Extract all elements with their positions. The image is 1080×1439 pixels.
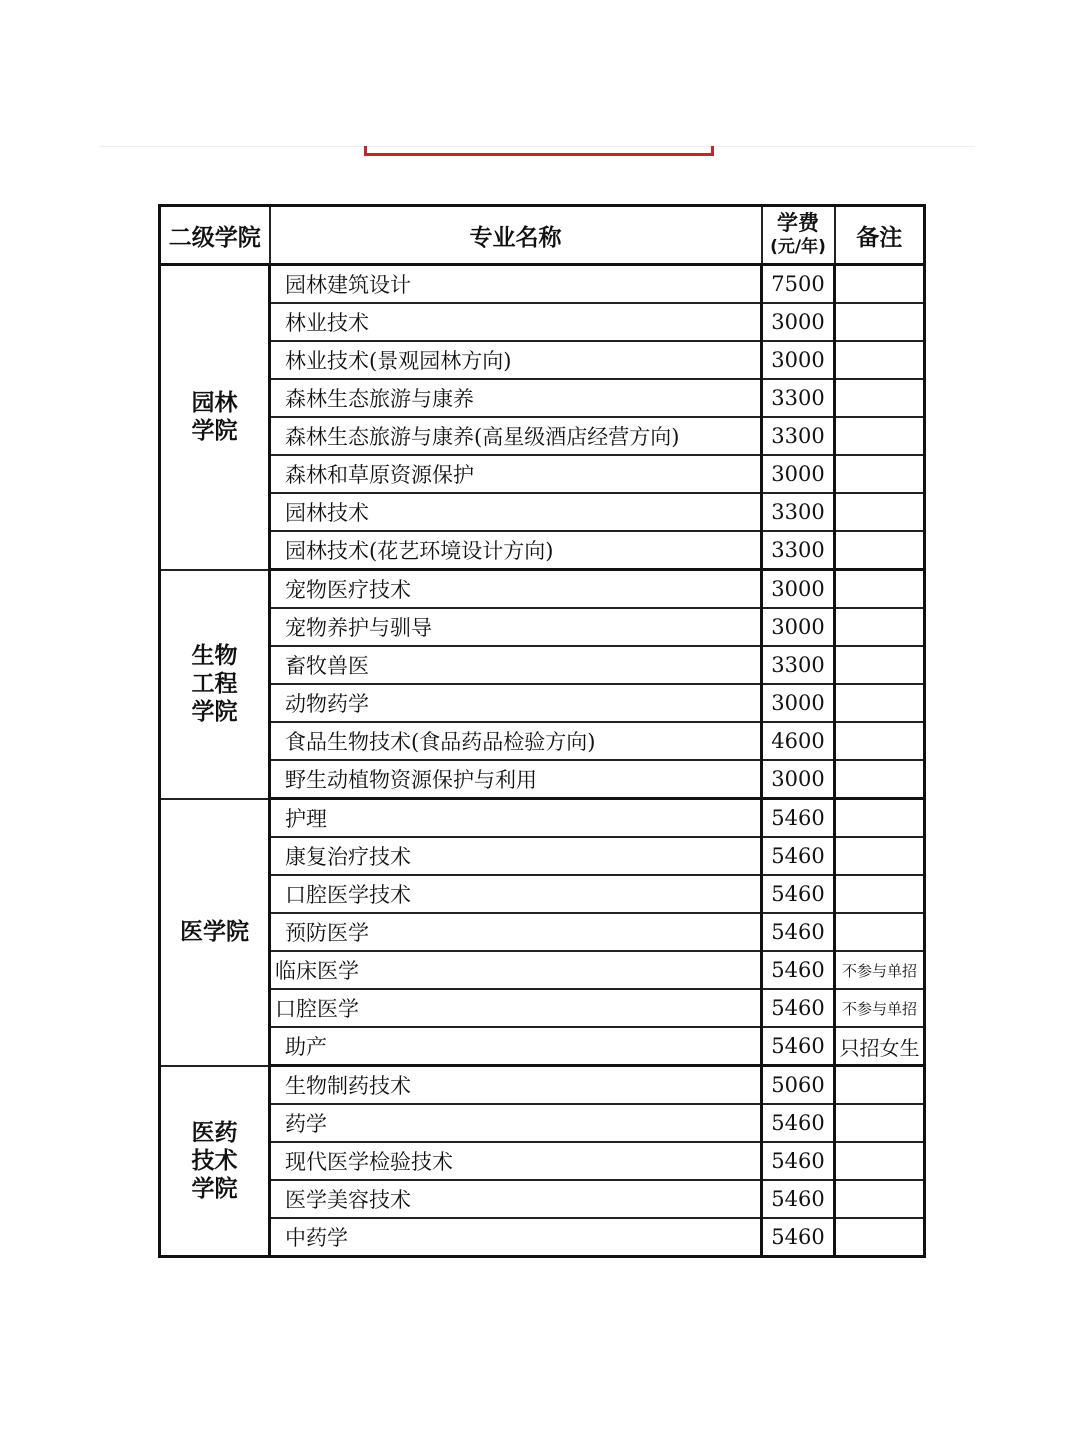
- college-name: [160, 799, 270, 1066]
- table-row: [160, 1180, 925, 1218]
- tuition-fee: 3000: [762, 341, 835, 379]
- tuition-fee: 3300: [762, 379, 835, 417]
- remark: [835, 760, 925, 799]
- major-name: 森林生态旅游与康养: [270, 379, 762, 417]
- remark: [835, 531, 925, 570]
- table-row: [160, 1218, 925, 1257]
- table-row: [160, 799, 925, 838]
- remark: [835, 913, 925, 951]
- table-row: [160, 265, 925, 304]
- tuition-fee: 5460: [762, 875, 835, 913]
- remark: [835, 608, 925, 646]
- major-name: 园林建筑设计: [270, 265, 762, 304]
- header-major: 专业名称: [270, 206, 762, 265]
- remark: [835, 303, 925, 341]
- table-row: [160, 417, 925, 455]
- major-name: 园林技术: [270, 493, 762, 531]
- tuition-fee: 5060: [762, 1066, 835, 1105]
- remark: [835, 493, 925, 531]
- tuition-fee: 3000: [762, 760, 835, 799]
- table-row: [160, 303, 925, 341]
- tuition-fee: 5460: [762, 951, 835, 989]
- remark: [835, 265, 925, 304]
- major-name: 康复治疗技术: [270, 837, 762, 875]
- table-row: [160, 646, 925, 684]
- table-row: [160, 379, 925, 417]
- tuition-fee: 5460: [762, 989, 835, 1027]
- tuition-fee: 5460: [762, 1027, 835, 1066]
- tuition-fee: 5460: [762, 1142, 835, 1180]
- tuition-fee: 3300: [762, 531, 835, 570]
- major-name: 森林和草原资源保护: [270, 455, 762, 493]
- tuition-fee: 3300: [762, 417, 835, 455]
- major-name: 现代医学检验技术: [270, 1142, 762, 1180]
- remark: 只招女生: [835, 1027, 925, 1066]
- tuition-fee: 3000: [762, 455, 835, 493]
- tuition-fee: 3000: [762, 570, 835, 609]
- college-name: [160, 570, 270, 799]
- remark: [835, 837, 925, 875]
- title-frame: [364, 146, 714, 156]
- tuition-fee: 3000: [762, 684, 835, 722]
- remark: [835, 799, 925, 838]
- table-row: [160, 531, 925, 570]
- remark: 不参与单招: [835, 989, 925, 1027]
- tuition-fee: 5460: [762, 1180, 835, 1218]
- college-name: [160, 1066, 270, 1257]
- remark: [835, 417, 925, 455]
- table-row: [160, 913, 925, 951]
- table-row: [160, 455, 925, 493]
- remark: [835, 379, 925, 417]
- tuition-fee: 5460: [762, 837, 835, 875]
- tuition-table: [158, 204, 926, 1258]
- major-name: 畜牧兽医: [270, 646, 762, 684]
- header-note: 备注: [835, 206, 925, 265]
- remark: [835, 570, 925, 609]
- remark: [835, 1142, 925, 1180]
- tuition-fee: 3300: [762, 493, 835, 531]
- header-fee-unit: (元/年): [770, 237, 826, 257]
- header-college: 二级学院: [160, 206, 270, 265]
- table-row: [160, 1066, 925, 1105]
- major-name: 林业技术: [270, 303, 762, 341]
- remark: [835, 1218, 925, 1257]
- major-name: 医学美容技术: [270, 1180, 762, 1218]
- college-name-text: 医药技术学院: [191, 1119, 238, 1202]
- tuition-fee: 3000: [762, 608, 835, 646]
- major-name: 林业技术(景观园林方向): [270, 341, 762, 379]
- tuition-fee: 7500: [762, 265, 835, 304]
- tuition-fee: 3300: [762, 646, 835, 684]
- major-name: 口腔医学: [270, 989, 762, 1027]
- remark: [835, 684, 925, 722]
- major-name: 生物制药技术: [270, 1066, 762, 1105]
- table-row: [160, 837, 925, 875]
- table-row: [160, 608, 925, 646]
- table-row: [160, 951, 925, 989]
- remark: 不参与单招: [835, 951, 925, 989]
- remark: [835, 1180, 925, 1218]
- college-name-text: 医学院: [180, 919, 249, 945]
- remark: [835, 455, 925, 493]
- tuition-fee: 5460: [762, 799, 835, 838]
- table-row: [160, 493, 925, 531]
- tuition-fee: 3000: [762, 303, 835, 341]
- college-name-text: 园林学院: [191, 390, 238, 445]
- remark: [835, 646, 925, 684]
- major-name: 宠物医疗技术: [270, 570, 762, 609]
- table-row: [160, 341, 925, 379]
- table-row: [160, 1104, 925, 1142]
- table-header-row: [160, 206, 925, 265]
- major-name: 动物药学: [270, 684, 762, 722]
- college-name: [160, 265, 270, 570]
- table-row: [160, 760, 925, 799]
- remark: [835, 341, 925, 379]
- major-name: 中药学: [270, 1218, 762, 1257]
- major-name: 护理: [270, 799, 762, 838]
- major-name: 森林生态旅游与康养(高星级酒店经营方向): [270, 417, 762, 455]
- major-name: 口腔医学技术: [270, 875, 762, 913]
- major-name: 临床医学: [270, 951, 762, 989]
- remark: [835, 722, 925, 760]
- remark: [835, 1066, 925, 1105]
- header-fee-label: 学费: [777, 211, 819, 235]
- major-name: 野生动植物资源保护与利用: [270, 760, 762, 799]
- remark: [835, 875, 925, 913]
- major-name: 药学: [270, 1104, 762, 1142]
- table-row: [160, 989, 925, 1027]
- table-row: [160, 570, 925, 609]
- major-name: 助产: [270, 1027, 762, 1066]
- major-name: 宠物养护与驯导: [270, 608, 762, 646]
- major-name: 园林技术(花艺环境设计方向): [270, 531, 762, 570]
- major-name: 食品生物技术(食品药品检验方向): [270, 722, 762, 760]
- major-name: 预防医学: [270, 913, 762, 951]
- tuition-fee: 5460: [762, 1218, 835, 1257]
- table-row: [160, 875, 925, 913]
- table-row: [160, 722, 925, 760]
- table-row: [160, 1027, 925, 1066]
- tuition-fee: 4600: [762, 722, 835, 760]
- college-name-text: 生物工程学院: [191, 643, 238, 725]
- table-row: [160, 1142, 925, 1180]
- tuition-fee: 5460: [762, 913, 835, 951]
- header-fee: [762, 206, 835, 265]
- table-row: [160, 684, 925, 722]
- tuition-fee: 5460: [762, 1104, 835, 1142]
- remark: [835, 1104, 925, 1142]
